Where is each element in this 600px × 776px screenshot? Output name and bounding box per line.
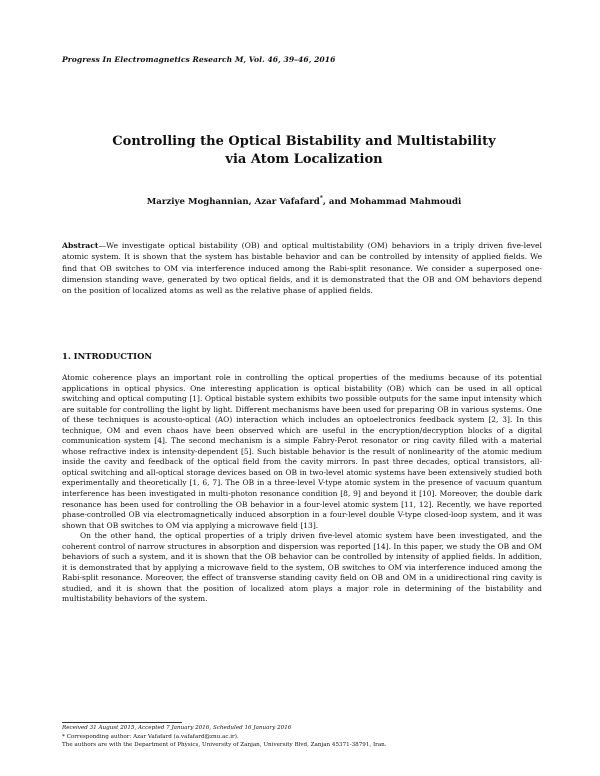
abstract-label: Abstract [62, 241, 99, 250]
footnote-corresponding-author: * Corresponding author: Azar Vafafard (a.vafafard@znu.ac.ir). [62, 733, 239, 740]
authors-rest: , and Mohammad Mahmoudi [322, 196, 462, 207]
authors-first: Marziye Moghannian, Azar Vafafard [146, 196, 320, 207]
section-heading: 1. INTRODUCTION [62, 351, 153, 361]
footnotes [62, 724, 542, 750]
paragraph: Atomic coherence plays an important role in controlling the optical properties of the mediums because of its potential applications in optical physics. One interesting application is optical bistability (OB) which can be used in all optical switching and optical computing [1]. Optical bistable system exhibits two possible outputs for the same input intensity which are suitable for controlling the light by light. Different mechanisms have been used for preparing OB in various systems. One of these techniques is acousto-optical (AO) interaction which includes an optoelectronics feedback system [2, 3]. In this technique, OM and even chaos have been observed which are useful in the encryption/decryption blocks of a digital communication system [4]. The second mechanism is a simple Fabry-Perot resonator or ring cavity filled with a material whose refractive index is intensity-dependent [5]. Such bistable behavior is the result of nonlinearity of the atomic medium inside the cavity and feedback of the optical field from the cavity mirrors. In past three decades, optical transistors, all-optical switching and all-optical storage devices based on OB in two-level atomic systems have been extensively studied both experimentally and theoretically [1, 6, 7]. The OB in a three-level V-type atomic system in the presence of vacuum quantum interference has been investigated in multi-photon resonance condition [8, 9] and beyond it [10]. Moreover, the double dark resonance has been used for controlling the OB behavior in a four-level atomic system [11, 12]. Recently, we have reported phase-controlled OB via electromagnetically induced absorption in a four-level double V-type closed-loop system, and it was shown that OB switches to OM via applying a microwave field [13]. [62, 373, 542, 530]
introduction-body [62, 373, 542, 605]
paper-title [62, 133, 546, 169]
abstract [62, 240, 542, 296]
footnote-divider [62, 722, 182, 723]
corresponding-mark: * [319, 195, 323, 202]
footnote-affiliation: The authors are with the Department of Physics, University of Zanjan, University Blvd, Zanjan 45371-38791, Iran. [62, 742, 387, 749]
title-line-1: Controlling the Optical Bistability and Multistability [112, 134, 496, 149]
title-line-2: via Atom Localization [225, 152, 383, 167]
paragraph: On the other hand, the optical properties of a triply driven five-level atomic system have been investigated, and the coherent control of narrow structures in absorption and dispersion was reported [14]. In this paper, we study the OB and OM behaviors of such a system, and it is shown that the OB behavior can be controlled by intensity of applied fields. In addition, it is demonstrated that by applying a microwave field to the system, OB switches to OM via interference induced among the Rabi-split resonance. Moreover, the effect of transverse standing cavity field on OB and OM in a unidirectional ring cavity is studied, and it is shown that the position of localized atom plays a major role in determining of the bistability and multistability behaviors of the system. [62, 531, 542, 604]
footnote-received: Received 31 August 2015, Accepted 7 January 2016, Scheduled 16 January 2016 [62, 725, 292, 731]
author-list [62, 195, 546, 207]
abstract-text: —We investigate optical bistability (OB) and optical multistability (OM) behaviors in a triply driven five-level atomic system. It is shown that the system has bistable behavior and can be controlled by intensity of applied fields. We find that OB switches to OM via interference induced among the Rabi-split resonance. We consider a superposed one-dimension standing wave, generated by two optical fields, and it is demonstrated that the OB and OM behaviors depend on the position of localized atoms as well as the relative phase of applied fields. [62, 241, 542, 296]
journal-citation: Progress In Electromagnetics Research M, Vol. 46, 39–46, 2016 [62, 55, 336, 64]
